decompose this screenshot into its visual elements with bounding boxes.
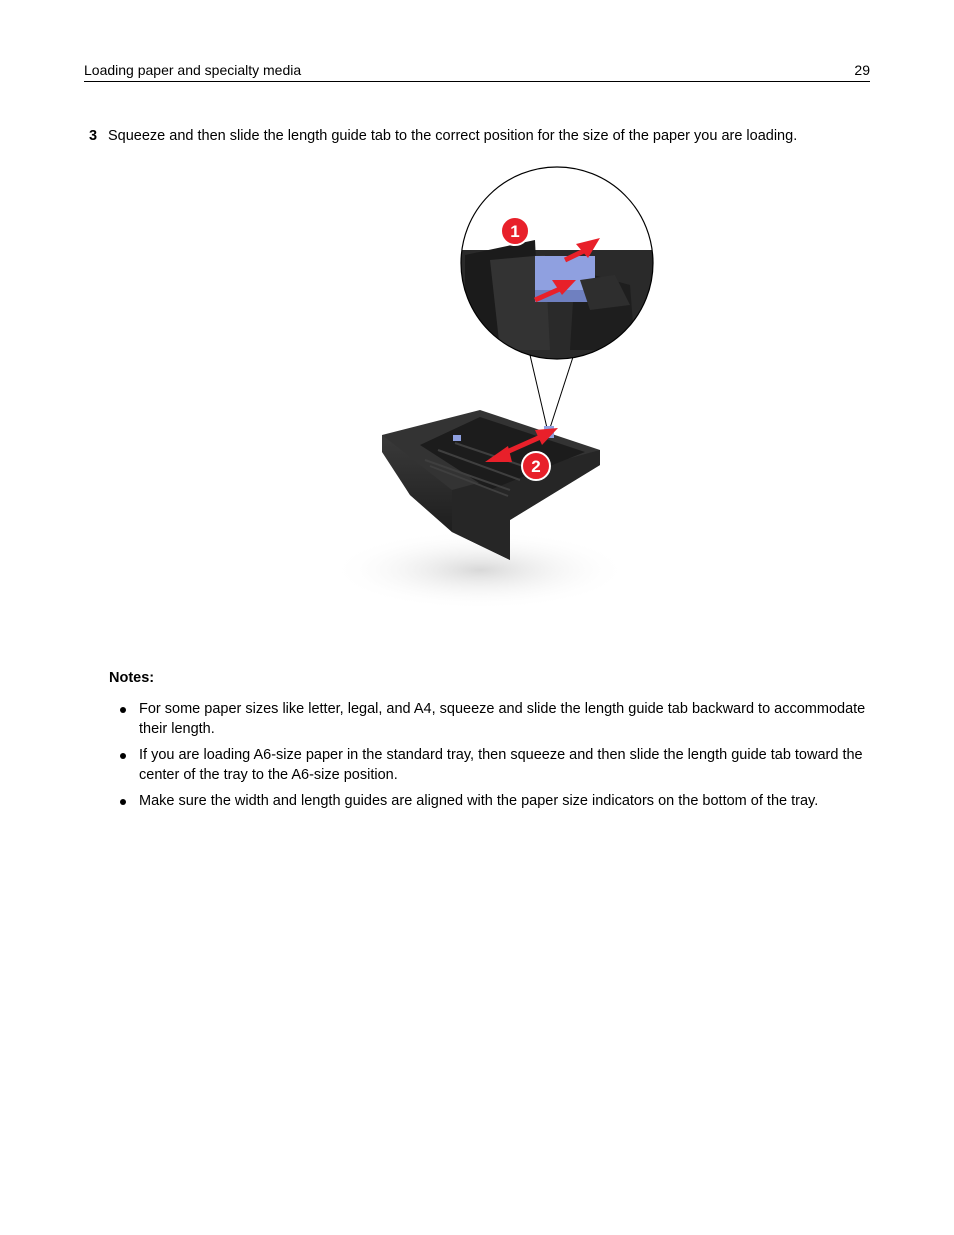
- list-item: [109, 700, 869, 739]
- section-title: Loading paper and specialty media: [84, 62, 302, 78]
- note-text: Make sure the width and length guides are aligned with the paper size indicators on the bottom of the tray.: [139, 793, 819, 809]
- list-item: [109, 792, 869, 812]
- callout-2-label: 2: [531, 457, 541, 476]
- bullet-icon: [120, 753, 126, 759]
- note-text: If you are loading A6-size paper in the standard tray, then squeeze and then slide the length guide tab toward the center of the tray to the A6-size position.: [139, 747, 863, 783]
- notes-title: Notes:: [109, 670, 155, 686]
- bullet-icon: [120, 799, 126, 805]
- page-number: 29: [854, 62, 870, 78]
- step-text: Squeeze and then slide the length guide tab to the correct position for the size of the paper you are loading.: [108, 128, 798, 144]
- callout-1-label: 1: [510, 222, 520, 241]
- zoom-inset: [460, 167, 660, 370]
- callout-badge-1: [501, 217, 529, 245]
- step-number: 3: [89, 128, 98, 144]
- callout-badge-2: [522, 452, 550, 480]
- list-item: [109, 746, 869, 785]
- notes-list: [109, 700, 869, 819]
- callout-line-right: [550, 357, 573, 428]
- page-header: [84, 61, 870, 82]
- bullet-icon: [120, 707, 126, 713]
- callout-line-left: [530, 355, 547, 428]
- tray-diagram: [330, 160, 660, 640]
- note-text: For some paper sizes like letter, legal, and A4, squeeze and slide the length guide tab backward to accommodate their length.: [139, 701, 866, 737]
- paper-tray-illustration: [330, 160, 660, 640]
